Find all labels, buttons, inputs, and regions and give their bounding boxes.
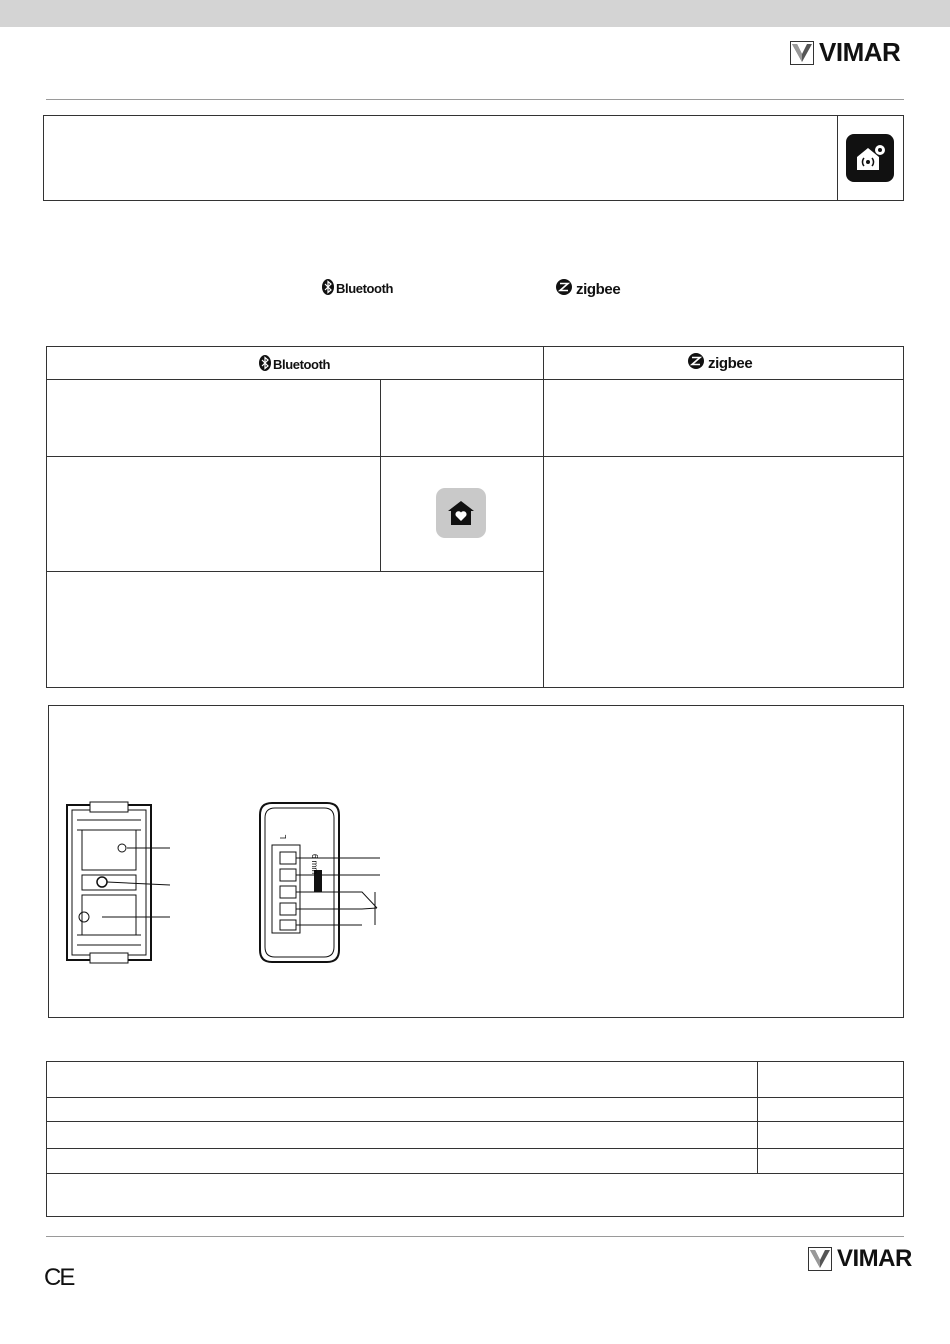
table-header-zigbee: zigbee xyxy=(688,353,752,373)
vimar-logo-icon xyxy=(808,1247,832,1271)
header-brand: VIMAR xyxy=(819,37,901,67)
terminal-label-6mm: 6 mm xyxy=(310,854,319,874)
compat-row-line-1 xyxy=(46,456,904,457)
ce-mark-icon: CE xyxy=(44,1264,74,1291)
title-box-divider xyxy=(837,115,838,201)
rear-module-drawing xyxy=(252,800,387,970)
specs-row-line-1 xyxy=(46,1097,904,1098)
top-band xyxy=(0,0,950,27)
footer-brand: VIMAR xyxy=(837,1245,912,1272)
home-heart-app-icon xyxy=(436,488,486,538)
zigbee-icon xyxy=(556,279,572,299)
specs-row-line-3 xyxy=(46,1148,904,1149)
table-header-bluetooth: Bluetooth xyxy=(259,355,330,374)
specs-col-divider xyxy=(757,1061,758,1173)
compat-col-divider xyxy=(543,346,544,688)
specs-row-line-4 xyxy=(46,1173,904,1174)
compat-inner-divider xyxy=(380,379,381,571)
compat-row-line-2 xyxy=(46,571,543,572)
footer-logo xyxy=(808,1245,912,1273)
bluetooth-logo: Bluetooth xyxy=(322,279,393,298)
vimar-logo-icon xyxy=(790,41,814,65)
zigbee-icon xyxy=(688,353,704,373)
bluetooth-icon xyxy=(259,355,271,374)
front-module-drawing xyxy=(62,800,182,965)
zigbee-logo: zigbee xyxy=(556,279,620,299)
terminal-label-l: L xyxy=(279,834,288,839)
compat-header-line xyxy=(46,379,904,380)
home-settings-app-icon xyxy=(846,134,894,182)
header-logo xyxy=(790,37,900,68)
header-divider xyxy=(46,99,904,100)
footer-divider xyxy=(46,1236,904,1237)
specs-row-line-2 xyxy=(46,1121,904,1122)
bluetooth-icon xyxy=(322,279,334,298)
specs-table xyxy=(46,1061,904,1217)
title-box xyxy=(43,115,904,201)
